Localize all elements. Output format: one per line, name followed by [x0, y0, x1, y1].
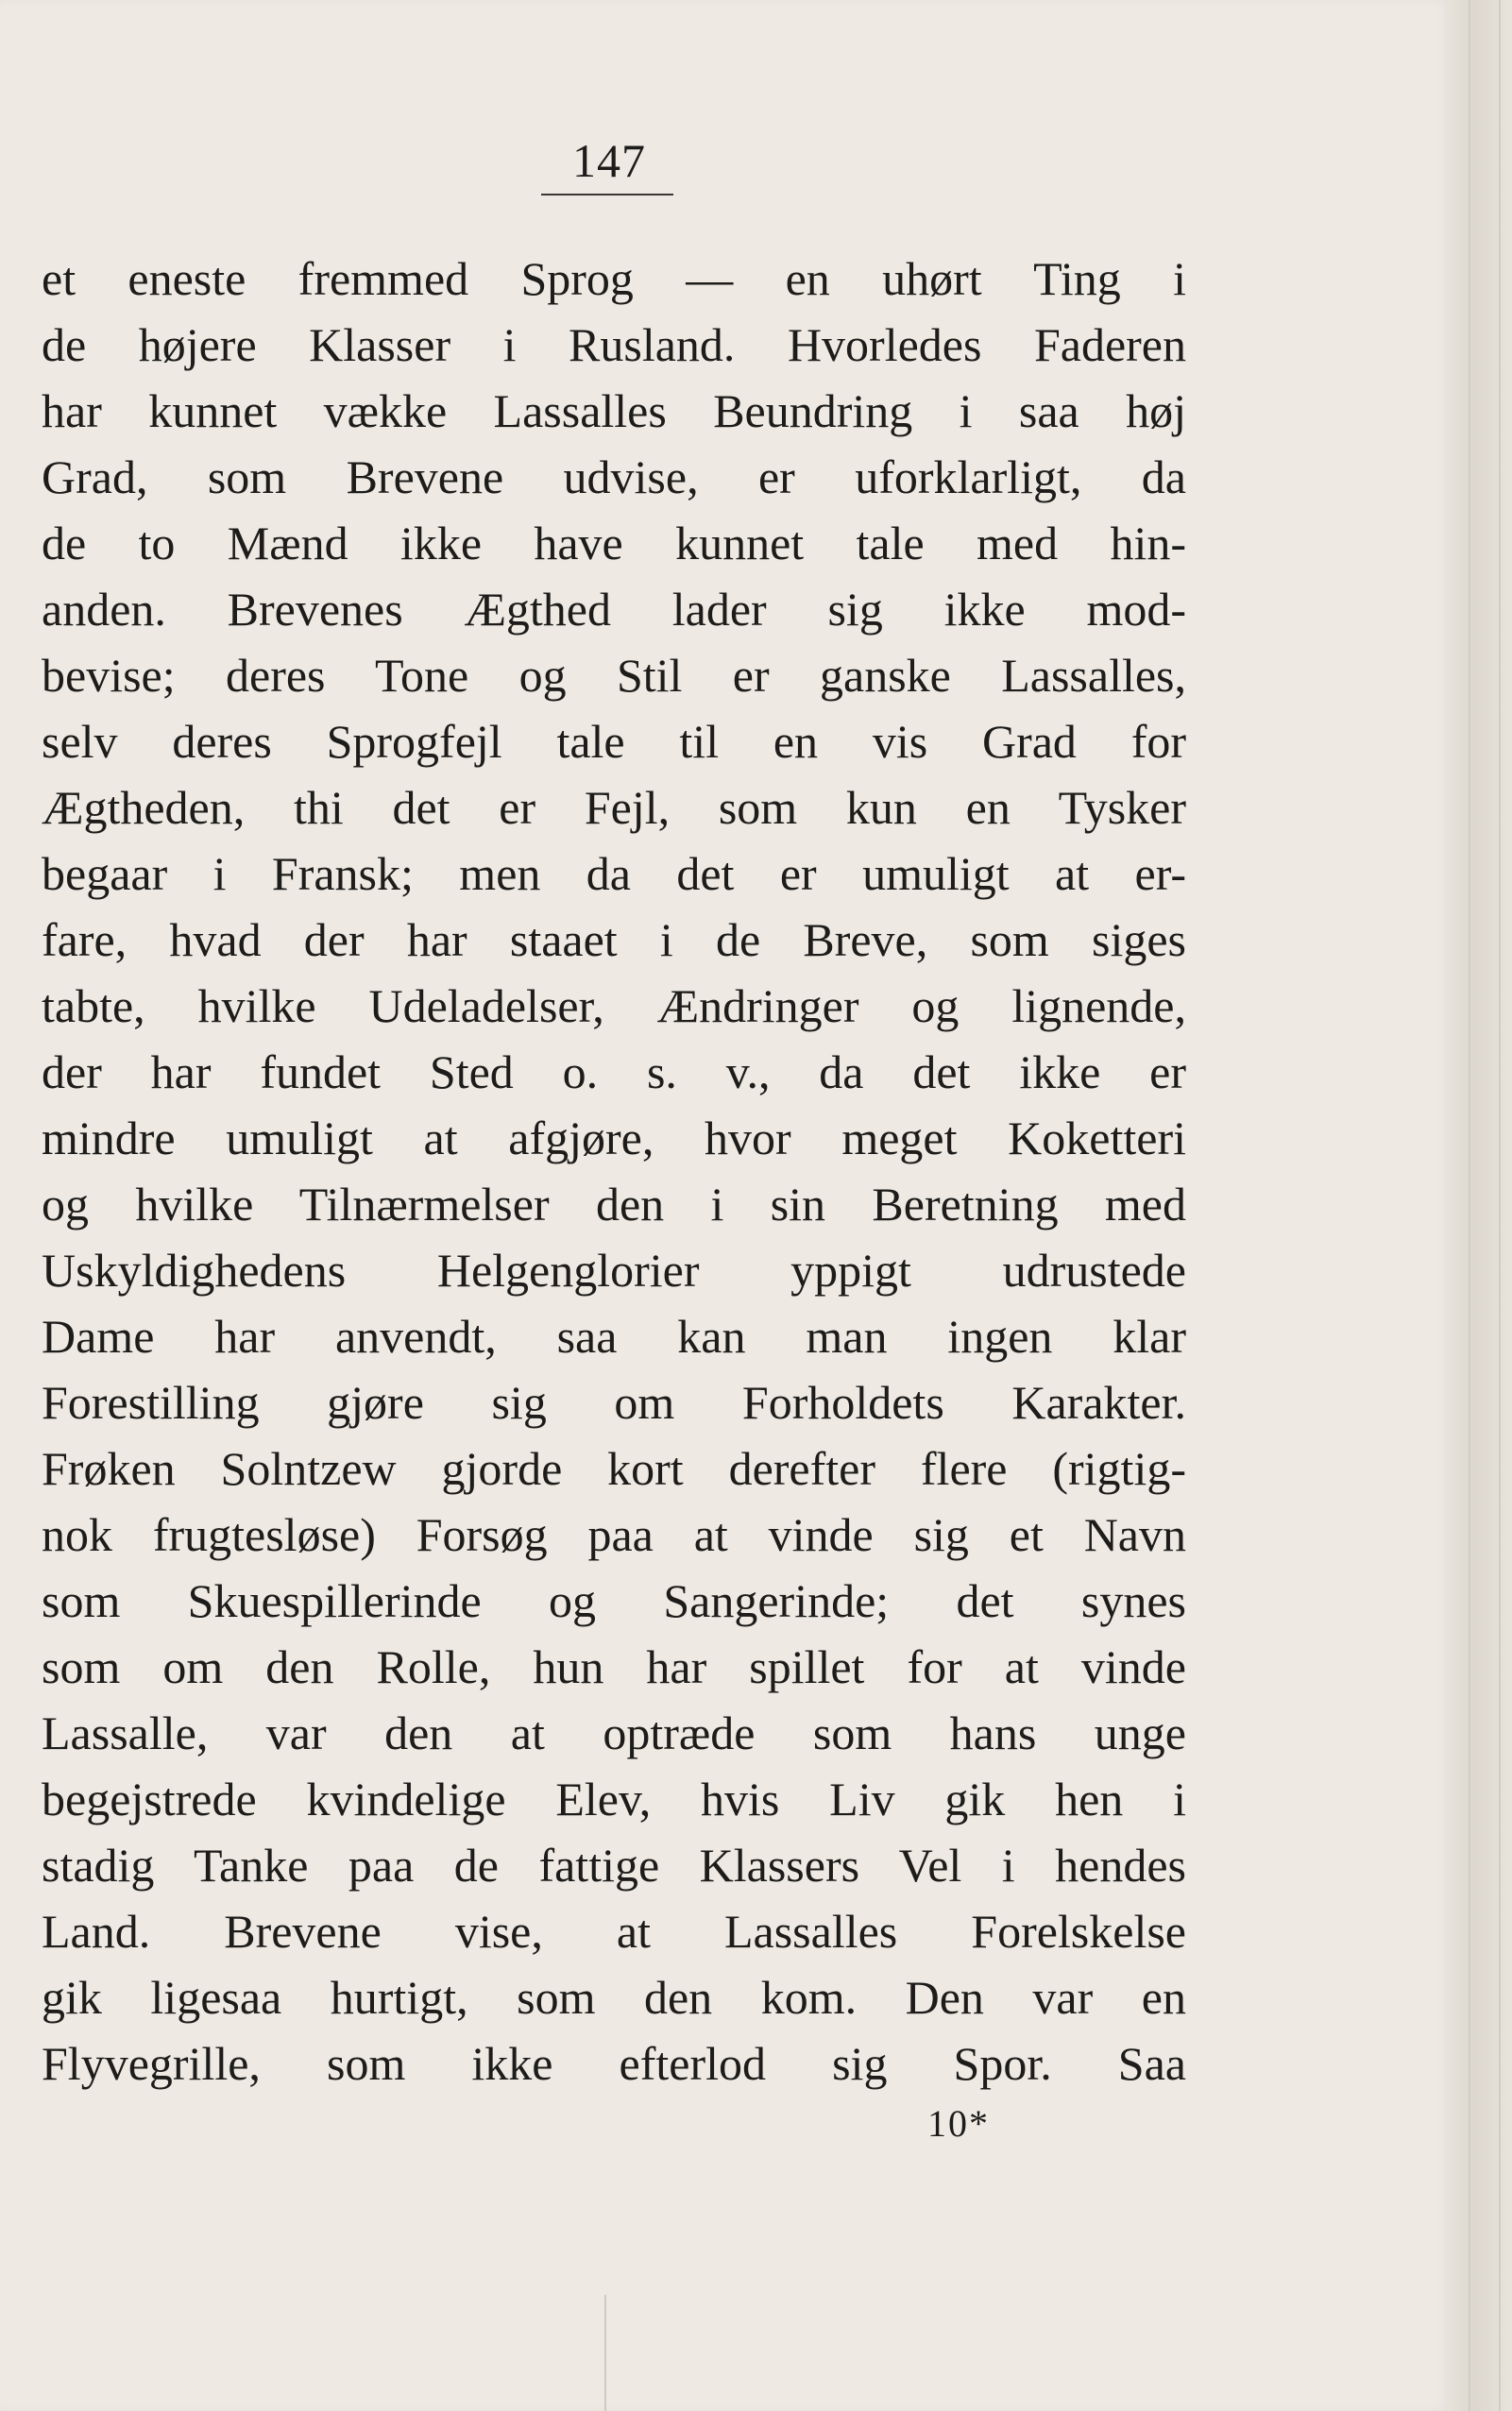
text-line: Frøken Solntzew gjorde kort derefter flere (rigtig-: [42, 1442, 1186, 1495]
page-edge: [1450, 0, 1512, 2411]
text-line: Lassalle, var den at optræde som hans unge: [42, 1706, 1186, 1759]
text-line: Flyvegrille, som ikke efterlod sig Spor. Saa: [42, 2037, 1186, 2090]
text-line: mindre umuligt at afgjøre, hvor meget Koketteri: [42, 1112, 1186, 1164]
signature-mark: 10*: [927, 2102, 990, 2145]
text-line: Forestilling gjøre sig om Forholdets Karakter.: [42, 1376, 1186, 1429]
text-line: har kunnet vække Lassalles Beundring i saa høj: [42, 384, 1186, 437]
text-line: et eneste fremmed Sprog — en uhørt Ting i: [42, 252, 1186, 305]
text-line: bevise; deres Tone og Stil er ganske Lassalles,: [42, 649, 1186, 702]
text-line: anden. Brevenes Ægthed lader sig ikke mod-: [42, 583, 1186, 636]
text-line: fare, hvad der har staaet i de Breve, som siges: [42, 913, 1186, 966]
text-line: gik ligesaa hurtigt, som den kom. Den var en: [42, 1971, 1186, 2024]
text-line: og hvilke Tilnærmelser den i sin Beretning med: [42, 1178, 1186, 1231]
page-number: 147: [572, 134, 646, 187]
text-line: de højere Klasser i Rusland. Hvorledes Faderen: [42, 318, 1186, 371]
text-line: som Skuespillerinde og Sangerinde; det synes: [42, 1574, 1186, 1627]
edge-line: [1499, 0, 1501, 2411]
text-line: Uskyldighedens Helgenglorier yppigt udrustede: [42, 1244, 1186, 1297]
edge-line: [1469, 0, 1470, 2411]
body-text: [42, 246, 1186, 2097]
text-line: selv deres Sprogfejl tale til en vis Grad for: [42, 715, 1186, 768]
text-line: begejstrede kvindelige Elev, hvis Liv gik hen i: [42, 1773, 1186, 1825]
text-line: der har fundet Sted o. s. v., da det ikke er: [42, 1045, 1186, 1098]
text-line: nok frugtesløse) Forsøg paa at vinde sig et Navn: [42, 1508, 1186, 1561]
text-line: Grad, som Brevene udvise, er uforklarligt, da: [42, 450, 1186, 503]
text-line: Ægtheden, thi det er Fejl, som kun en Tysker: [42, 781, 1186, 834]
bottom-crease: [604, 2295, 635, 2411]
text-line: som om den Rolle, hun har spillet for at vinde: [42, 1640, 1186, 1693]
text-line: tabte, hvilke Udeladelser, Ændringer og lignende,: [42, 979, 1186, 1032]
text-line: begaar i Fransk; men da det er umuligt at er-: [42, 847, 1186, 900]
page-number-rule: [541, 194, 673, 195]
text-line: stadig Tanke paa de fattige Klassers Vel i hendes: [42, 1839, 1186, 1892]
text-line: Land. Brevene vise, at Lassalles Forelskelse: [42, 1905, 1186, 1958]
text-line: de to Mænd ikke have kunnet tale med hin-: [42, 517, 1186, 569]
text-line: Dame har anvendt, saa kan man ingen klar: [42, 1310, 1186, 1363]
